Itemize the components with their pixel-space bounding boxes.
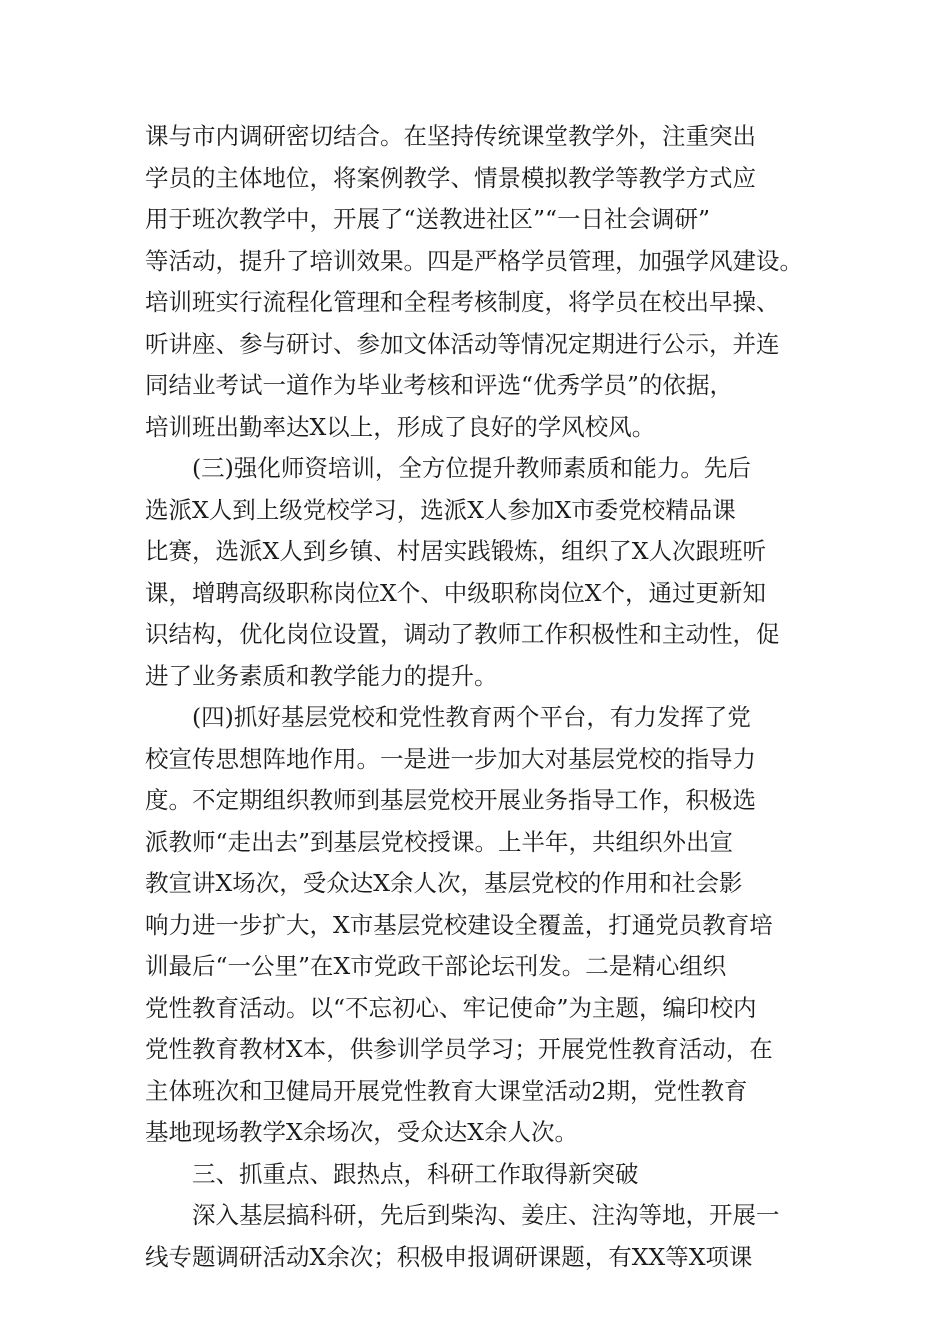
- text-line: 党性教育教材X本，供参训学员学习；开展党性教育活动，在: [145, 1035, 773, 1063]
- text-line: 训最后“一公里”在X市党政干部论坛刊发。二是精心组织: [145, 952, 727, 980]
- text-line: 主体班次和卫健局开展党性教育大课堂活动2期，党性教育: [145, 1076, 748, 1105]
- text-line: 课，增聘高级职称岗位X个、中级职称岗位X个，通过更新知: [145, 578, 766, 607]
- text-line: 度。不定期组织教师到基层党校开展业务指导工作，积极选: [145, 786, 756, 814]
- text-line: 深入基层搞科研，先后到柴沟、姜庄、注沟等地，开展一: [192, 1201, 780, 1229]
- text-line: 等活动，提升了培训效果。四是严格学员管理，加强学风建设。: [145, 246, 803, 275]
- text-line: 用于班次教学中，开展了“送教进社区”“一日社会调研”: [145, 205, 711, 233]
- text-line: (三)强化师资培训，全方位提升教师素质和能力。先后: [192, 454, 751, 482]
- document-body: [145, 116, 807, 1278]
- text-line: 教宣讲X场次，受众达X余人次，基层党校的作用和社会影: [145, 869, 743, 897]
- text-line: 听讲座、参与研讨、参加文体活动等情况定期进行公示，并连: [145, 329, 780, 358]
- text-line: 同结业考试一道作为毕业考核和评选“优秀学员”的依据，: [145, 371, 734, 399]
- text-line: 学员的主体地位，将案例教学、情景模拟教学等教学方式应: [145, 163, 756, 192]
- text-line: 响力进一步扩大，X市基层党校建设全覆盖，打通党员教育培: [145, 910, 773, 939]
- text-line: 课与市内调研密切结合。在坚持传统课堂教学外，注重突出: [145, 122, 756, 150]
- text-line: 校宣传思想阵地作用。一是进一步加大对基层党校的指导力: [145, 744, 756, 773]
- text-line: 三、抓重点、跟热点，科研工作取得新突破: [192, 1159, 639, 1188]
- text-line: 线专题调研活动X余次；积极申报调研课题，有XX等X项课: [145, 1242, 753, 1271]
- text-line: 基地现场教学X余场次，受众达X余人次。: [145, 1118, 578, 1146]
- text-line: 比赛，选派X人到乡镇、村居实践锻炼，组织了X人次跟班听: [145, 537, 766, 565]
- text-line: (四)抓好基层党校和党性教育两个平台，有力发挥了党: [192, 703, 751, 731]
- text-line: 识结构，优化岗位设置，调动了教师工作积极性和主动性，促: [145, 620, 780, 648]
- text-line: 进了业务素质和教学能力的提升。: [145, 661, 498, 690]
- text-line: 派教师“走出去”到基层党校授课。上半年，共组织外出宣: [145, 827, 734, 856]
- text-line: 培训班实行流程化管理和全程考核制度，将学员在校出早操、: [145, 288, 780, 316]
- text-line: 培训班出勤率达X以上，形成了良好的学风校风。: [145, 412, 656, 441]
- text-line: 选派X人到上级党校学习，选派X人参加X市委党校精品课: [145, 495, 736, 524]
- text-line: 党性教育活动。以“不忘初心、牢记使命”为主题，编印校内: [145, 993, 757, 1022]
